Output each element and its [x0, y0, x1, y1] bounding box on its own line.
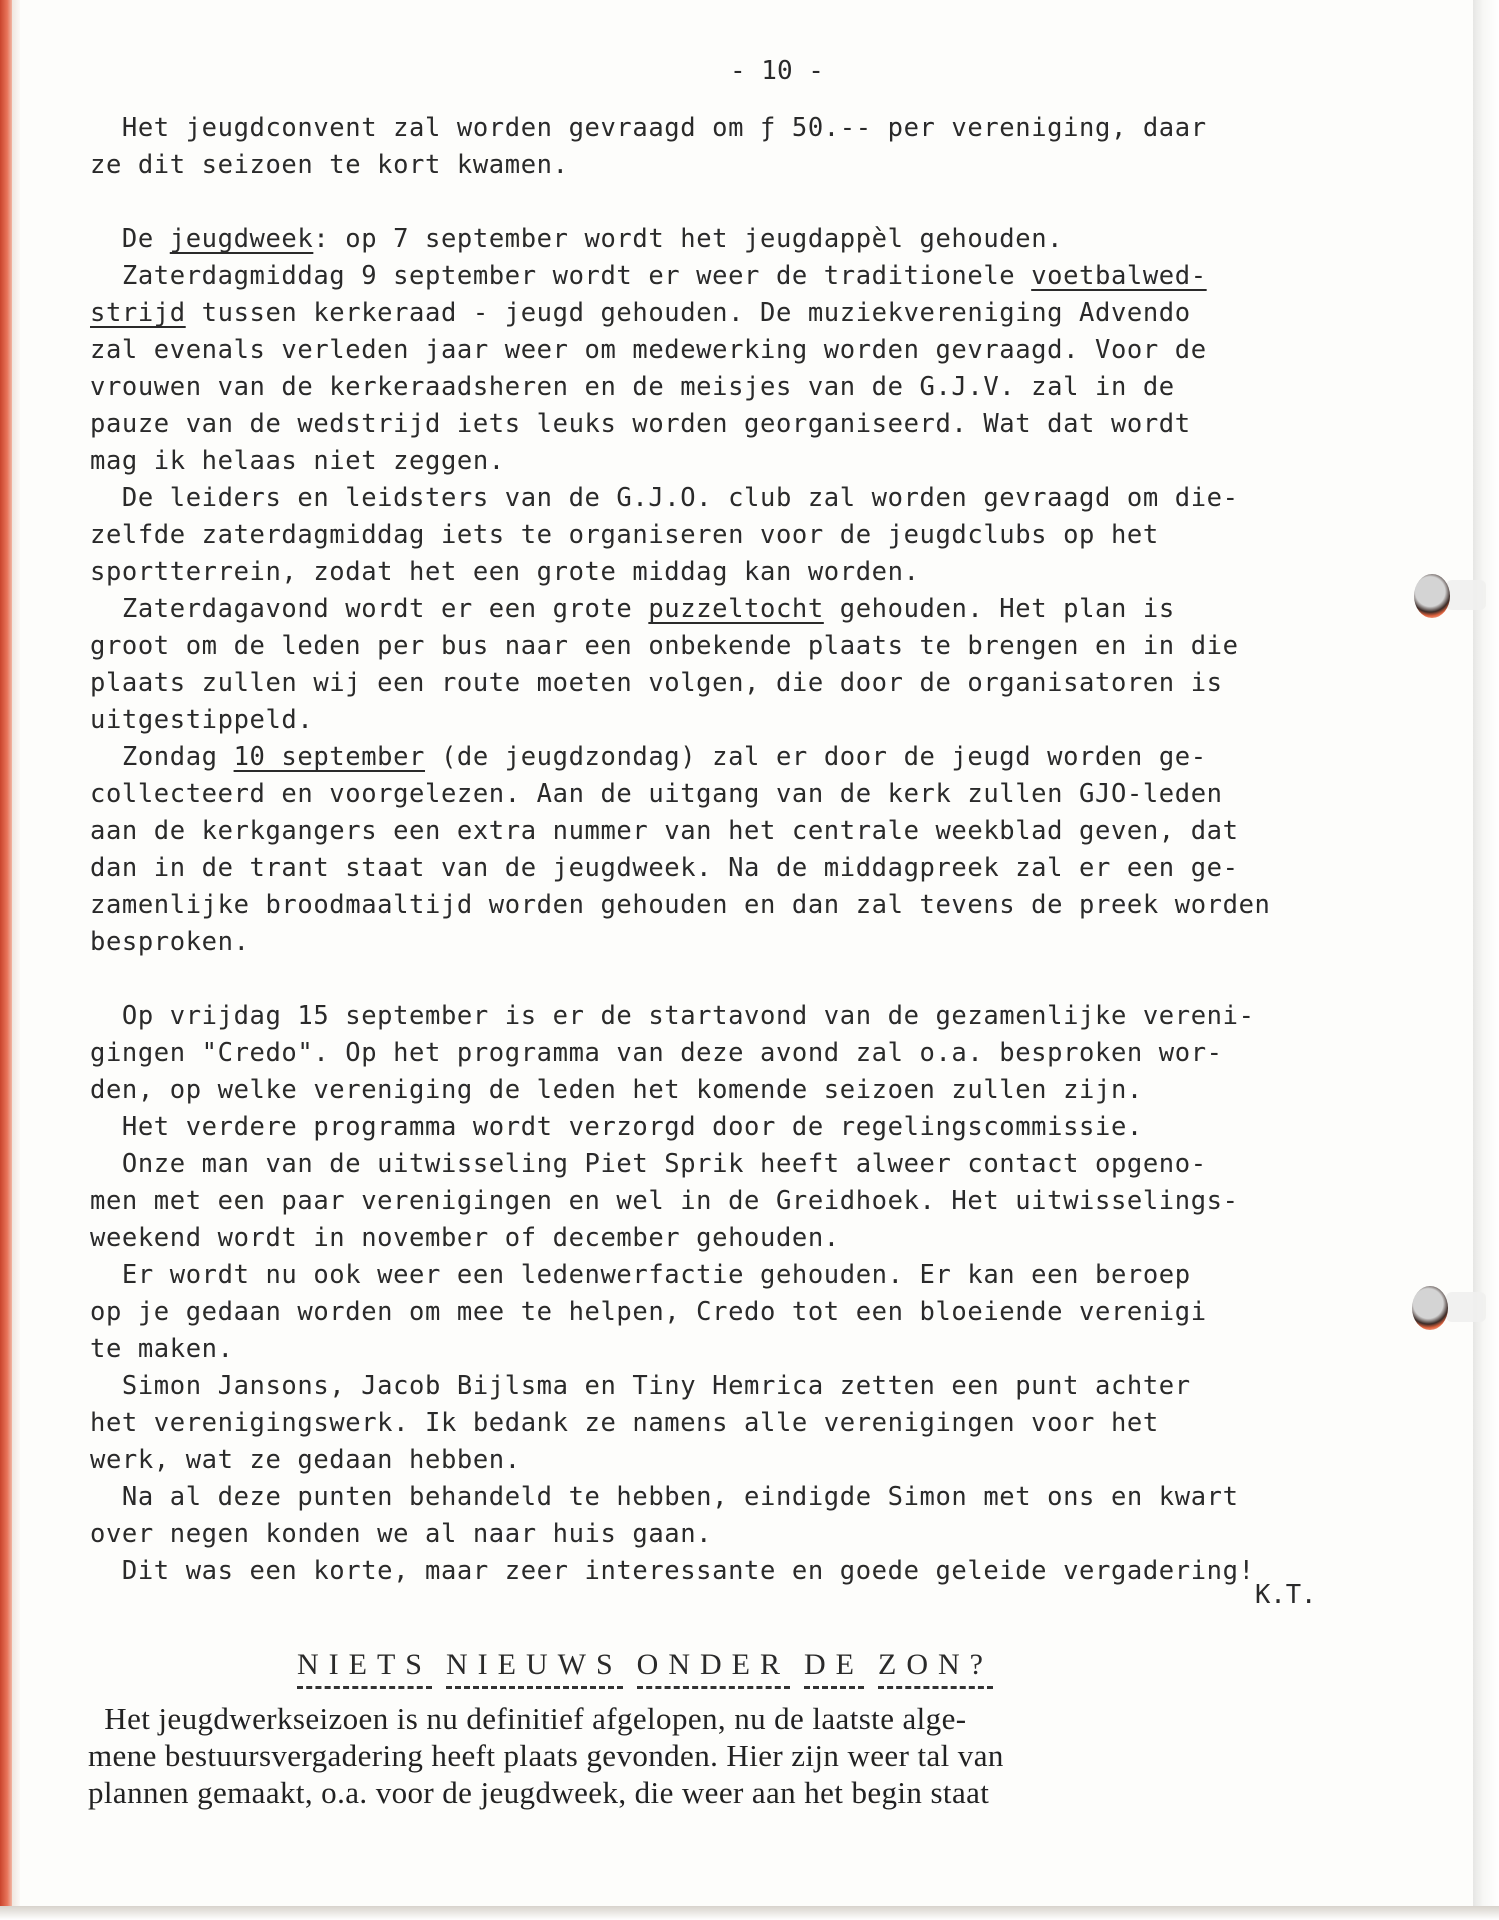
text-segment: men met een paar verenigingen en wel in de Greidhoek. Het uitwisselings- [90, 1186, 1239, 1216]
text-segment: Het verdere programma wordt verzorgd door de regelingscommissie. [90, 1112, 1143, 1142]
text-segment: weekend wordt in november of december gehouden. [90, 1223, 840, 1253]
text-line [90, 1405, 1270, 1442]
text-segment: De [90, 224, 170, 254]
text-line [90, 1146, 1270, 1183]
text-line [90, 702, 1270, 739]
text-line [90, 665, 1270, 702]
meeting-report-body [90, 110, 1270, 1590]
text-segment: op je gedaan worden om mee te helpen, Credo tot een bloeiende verenigi [90, 1297, 1207, 1327]
text-segment: groot om de leden per bus naar een onbekende plaats te brengen en in die [90, 631, 1239, 661]
text-segment: dan in de trant staat van de jeugdweek. Na de middagpreek zal er een ge- [90, 853, 1239, 883]
text-line [90, 1109, 1270, 1146]
text-segment: pauze van de wedstrijd iets leuks worden georganiseerd. Wat dat wordt [90, 409, 1191, 439]
underlined-text: voetbalwed- [1031, 261, 1207, 291]
text-line [90, 628, 1270, 665]
underlined-text: puzzeltocht [648, 594, 824, 624]
article-heading [297, 1648, 1007, 1689]
text-segment: mag ik helaas niet zeggen. [90, 446, 505, 476]
text-line: plannen gemaakt, o.a. voor de jeugdweek, die weer aan het begin staat [88, 1775, 990, 1810]
text-line [90, 1035, 1270, 1072]
text-line [90, 961, 1270, 998]
page-number: - 10 - [730, 56, 824, 86]
text-line [90, 776, 1270, 813]
text-line [90, 332, 1270, 369]
text-line [90, 443, 1270, 480]
text-segment: tussen kerkeraad - jeugd gehouden. De muziekvereniging Advendo [185, 298, 1191, 328]
text-line [90, 295, 1270, 332]
text-segment: Zaterdagavond wordt er een grote [90, 594, 649, 624]
text-segment: Zondag [90, 742, 234, 772]
heading-word: NIETS [297, 1648, 432, 1689]
underlined-text: strijd [90, 298, 186, 328]
text-segment: vrouwen van de kerkeraadsheren en de meisjes van de G.J.V. zal in de [90, 372, 1175, 402]
text-segment: : op 7 september wordt het jeugdappèl gehouden. [313, 224, 1064, 254]
heading-word: ONDER [637, 1648, 790, 1689]
page-bottom-edge [0, 1906, 1499, 1920]
text-line [90, 221, 1270, 258]
text-line [90, 887, 1270, 924]
text-line [90, 258, 1270, 295]
text-segment: (de jeugdzondag) zal er door de jeugd worden ge- [425, 742, 1207, 772]
text-line [90, 1183, 1270, 1220]
text-segment: Het jeugdconvent zal worden gevraagd om [90, 113, 760, 143]
text-segment: besproken. [90, 927, 250, 957]
text-line [90, 480, 1270, 517]
text-line [90, 1553, 1270, 1590]
text-segment: den, op welke vereniging de leden het komende seizoen zullen zijn. [90, 1075, 1143, 1105]
heading-word: NIEUWS [446, 1648, 623, 1689]
text-segment: te maken. [90, 1334, 234, 1364]
text-line [90, 1368, 1270, 1405]
text-line [90, 1442, 1270, 1479]
text-line [90, 147, 1270, 184]
text-line [90, 1220, 1270, 1257]
text-segment: plaats zullen wij een route moeten volgen, die door de organisatoren is [90, 668, 1223, 698]
text-line [90, 184, 1270, 221]
text-line [90, 1257, 1270, 1294]
text-line [90, 406, 1270, 443]
text-segment: collecteerd en voorgelezen. Aan de uitgang van de kerk zullen GJO-leden [90, 779, 1223, 809]
binding-edge [12, 0, 20, 1920]
text-line [90, 517, 1270, 554]
red-binding-strip [0, 0, 12, 1920]
text-segment: zamenlijke broodmaaltijd worden gehouden en dan zal tevens de preek worden [90, 890, 1271, 920]
text-line [90, 591, 1270, 628]
text-line: mene bestuursvergadering heeft plaats gevonden. Hier zijn weer tal van [88, 1738, 1004, 1773]
text-line [90, 110, 1270, 147]
text-line [90, 1294, 1270, 1331]
text-line [90, 554, 1270, 591]
text-segment: Op vrijdag 15 september is er de startavond van de gezamenlijke vereni- [90, 1001, 1255, 1031]
punch-hole-tear [1446, 1292, 1486, 1322]
text-segment: Er wordt nu ook weer een ledenwerfactie gehouden. Er kan een beroep [90, 1260, 1191, 1290]
article-body [88, 1700, 1004, 1811]
text-segment: over negen konden we al naar huis gaan. [90, 1519, 713, 1549]
text-segment: ze dit seizoen te kort kwamen. [90, 150, 569, 180]
text-segment: zelfde zaterdagmiddag iets te organiseren voor de jeugdclubs op het [90, 520, 1159, 550]
text-segment: uitgestippeld. [90, 705, 314, 735]
text-segment: het verenigingswerk. Ik bedank ze namens alle verenigingen voor het [90, 1408, 1159, 1438]
punch-hole-bottom [1412, 1286, 1448, 1330]
text-segment: zal evenals verleden jaar weer om medewerking worden gevraagd. Voor de [90, 335, 1207, 365]
text-segment: Zaterdagmiddag 9 september wordt er weer de traditionele [90, 261, 1032, 291]
heading-word: ZON? [878, 1648, 993, 1689]
text-line [90, 1516, 1270, 1553]
text-line [90, 1331, 1270, 1368]
punch-hole-top [1414, 574, 1450, 618]
text-segment: aan de kerkgangers een extra nummer van het centrale weekblad geven, dat [90, 816, 1239, 846]
text-line [90, 1479, 1270, 1516]
text-segment: Dit was een korte, maar zeer interessante en goede geleide vergadering! [90, 1556, 1255, 1586]
text-segment: ƒ 50.-- per vereniging, daar [760, 113, 1207, 143]
underlined-text: jeugdweek [169, 224, 314, 254]
page-right-edge [1473, 0, 1499, 1920]
text-line: Het jeugdwerkseizoen is nu definitief afgelopen, nu de laatste alge- [88, 1701, 967, 1736]
text-line [90, 850, 1270, 887]
text-segment: De leiders en leidsters van de G.J.O. club zal worden gevraagd om die- [90, 483, 1239, 513]
text-line [90, 739, 1270, 776]
text-line [90, 924, 1270, 961]
underlined-text: 10 september [233, 742, 426, 772]
text-segment: Onze man van de uitwisseling Piet Sprik heeft alweer contact opgeno- [90, 1149, 1207, 1179]
text-line [90, 813, 1270, 850]
text-segment: gingen "Credo". Op het programma van deze avond zal o.a. besproken wor- [90, 1038, 1223, 1068]
text-segment: Na al deze punten behandeld te hebben, eindigde Simon met ons en kwart [90, 1482, 1239, 1512]
text-segment: gehouden. Het plan is [823, 594, 1175, 624]
text-line [90, 369, 1270, 406]
text-segment: Simon Jansons, Jacob Bijlsma en Tiny Hemrica zetten een punt achter [90, 1371, 1191, 1401]
text-segment: sportterrein, zodat het een grote middag kan worden. [90, 557, 920, 587]
author-signature: K.T. [1255, 1580, 1317, 1610]
text-segment: werk, wat ze gedaan hebben. [90, 1445, 521, 1475]
heading-word: DE [804, 1648, 864, 1689]
punch-hole-tear [1446, 580, 1486, 610]
text-line [90, 1072, 1270, 1109]
text-line [90, 998, 1270, 1035]
